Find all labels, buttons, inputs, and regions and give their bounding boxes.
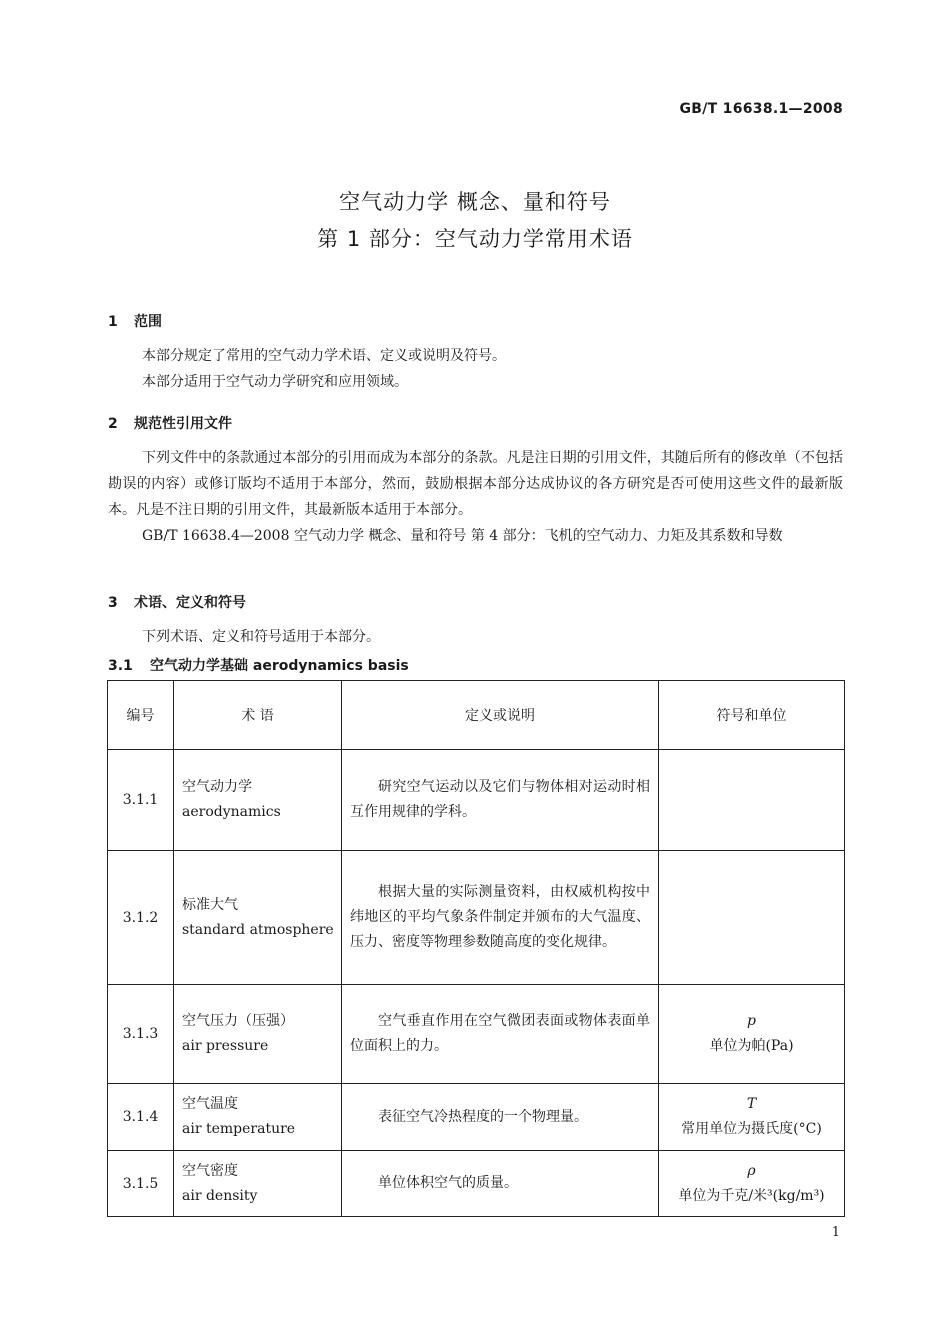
term-number: 3.1.5 bbox=[108, 1151, 174, 1217]
definition-cell bbox=[342, 985, 659, 1084]
table-row bbox=[108, 1151, 845, 1217]
definition-cell bbox=[342, 851, 659, 985]
symbol-cell bbox=[659, 985, 845, 1084]
term-number: 3.1.2 bbox=[108, 851, 174, 985]
term-english: air pressure bbox=[182, 1038, 269, 1054]
term-chinese: 空气动力学 bbox=[182, 779, 252, 795]
unit: 单位为千克/米³(kg/m³) bbox=[678, 1187, 825, 1204]
section-2-para-2: GB/T 16638.4—2008 空气动力学 概念、量和符号 第 4 部分：飞机的空气动力、力矩及其系数和导数 bbox=[142, 528, 783, 544]
term-number: 3.1.1 bbox=[108, 750, 174, 851]
section-2-para-1: 下列文件中的条款通过本部分的引用而成为本部分的条款。凡是注日期的引用文件，其随后所有的修改单（不包括勘误的内容）或修订版均不适用于本部分，然而，鼓励根据本部分达成协议的各方研究是否可使用这些文件的最新版本。凡是不注日期的引用文件，其最新版本适用于本部分。 bbox=[108, 450, 843, 518]
header-number: 编号 bbox=[108, 681, 174, 750]
definition-cell bbox=[342, 1151, 659, 1217]
section-title: 规范性引用文件 bbox=[134, 416, 232, 432]
section-2-heading bbox=[108, 413, 232, 433]
table-row bbox=[108, 851, 845, 985]
section-1-heading bbox=[108, 311, 162, 331]
term-cell bbox=[174, 1151, 342, 1217]
section-1-para-1: 本部分规定了常用的空气动力学术语、定义或说明及符号。 bbox=[142, 348, 506, 364]
symbol-cell bbox=[659, 851, 845, 985]
term-cell bbox=[174, 1084, 342, 1151]
definition-text: 空气垂直作用在空气微团表面或物体表面单位面积上的力。 bbox=[350, 1013, 650, 1054]
unit: 单位为帕(Pa) bbox=[709, 1038, 794, 1054]
definition-cell bbox=[342, 1084, 659, 1151]
table-row bbox=[108, 750, 845, 851]
term-chinese: 空气压力（压强） bbox=[182, 1013, 294, 1029]
title-line-2: 第 1 部分：空气动力学常用术语 bbox=[317, 227, 633, 251]
terms-table bbox=[107, 680, 845, 1217]
symbol: T bbox=[746, 1096, 757, 1112]
definition-text: 根据大量的实际测量资料，由权威机构按中纬地区的平均气象条件制定并颁布的大气温度、压力、密度等物理参数随高度的变化规律。 bbox=[350, 884, 650, 950]
term-chinese: 空气温度 bbox=[182, 1096, 238, 1112]
table-row bbox=[108, 1084, 845, 1151]
definition-cell bbox=[342, 750, 659, 851]
section-3-para-1: 下列术语、定义和符号适用于本部分。 bbox=[142, 629, 380, 645]
term-english: aerodynamics bbox=[182, 804, 281, 820]
section-number: 1 bbox=[108, 314, 118, 330]
term-english: air density bbox=[182, 1187, 258, 1204]
unit: 常用单位为摄氏度(°C) bbox=[681, 1121, 822, 1137]
symbol: p bbox=[747, 1013, 756, 1029]
section-title: 术语、定义和符号 bbox=[134, 595, 246, 611]
section-1-para-2: 本部分适用于空气动力学研究和应用领域。 bbox=[142, 374, 408, 390]
header-definition: 定义或说明 bbox=[342, 681, 659, 750]
table-row bbox=[108, 985, 845, 1084]
title-line-1: 空气动力学 概念、量和符号 bbox=[339, 190, 611, 214]
section-number: 3.1 bbox=[108, 658, 133, 674]
definition-text: 表征空气冷热程度的一个物理量。 bbox=[378, 1108, 588, 1125]
symbol-cell bbox=[659, 750, 845, 851]
term-chinese: 空气密度 bbox=[182, 1162, 238, 1179]
term-english: air temperature bbox=[182, 1121, 296, 1137]
definition-text: 研究空气运动以及它们与物体相对运动时相互作用规律的学科。 bbox=[350, 779, 650, 820]
term-english: standard atmosphere bbox=[182, 921, 334, 938]
header-term: 术 语 bbox=[174, 681, 342, 750]
term-number: 3.1.3 bbox=[108, 985, 174, 1084]
page-number: 1 bbox=[831, 1225, 840, 1240]
header-symbol-unit: 符号和单位 bbox=[659, 681, 845, 750]
table-header-row bbox=[108, 681, 845, 750]
definition-text: 单位体积空气的质量。 bbox=[378, 1175, 518, 1191]
section-title: 范围 bbox=[134, 314, 162, 330]
term-number: 3.1.4 bbox=[108, 1084, 174, 1151]
term-chinese: 标准大气 bbox=[182, 896, 238, 913]
term-cell bbox=[174, 851, 342, 985]
section-number: 2 bbox=[108, 416, 118, 432]
section-3-heading bbox=[108, 592, 246, 612]
section-title: 空气动力学基础 aerodynamics basis bbox=[150, 658, 409, 674]
section-number: 3 bbox=[108, 595, 118, 611]
symbol: ρ bbox=[747, 1162, 756, 1179]
term-cell bbox=[174, 750, 342, 851]
standard-code: GB/T 16638.1—2008 bbox=[679, 101, 843, 117]
term-cell bbox=[174, 985, 342, 1084]
section-3-1-heading bbox=[108, 655, 409, 675]
symbol-cell bbox=[659, 1084, 845, 1151]
symbol-cell bbox=[659, 1151, 845, 1217]
